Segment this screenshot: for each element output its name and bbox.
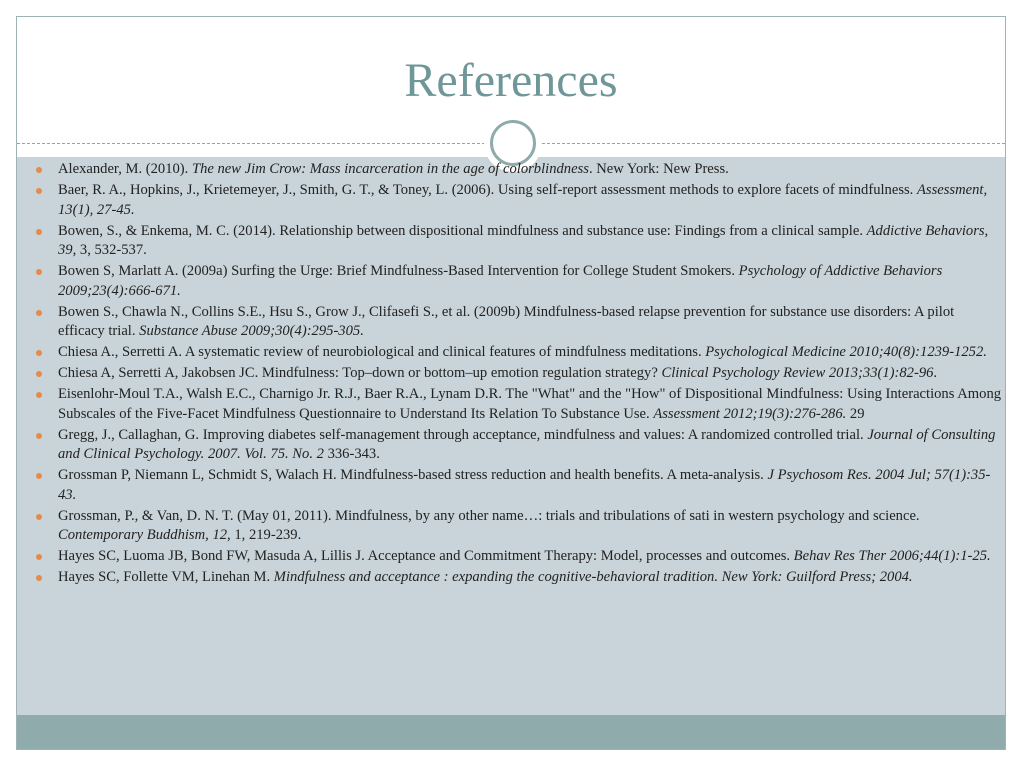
reference-item	[24, 364, 1002, 384]
bullet-icon	[36, 371, 42, 377]
reference-source: The new Jim Crow: Mass incarceration in the age of colorblindness	[191, 161, 589, 177]
bullet-icon	[36, 473, 42, 479]
reference-text: Alexander, M. (2010).	[58, 161, 192, 177]
reference-source: Addictive Behaviors, 39,	[58, 222, 989, 258]
reference-source: Mindfulness and acceptance : expanding the cognitive-behavioral tradition. New York: Guilford Press; 2004.	[273, 569, 913, 585]
reference-text: Hayes SC, Follette VM, Linehan M.	[58, 569, 274, 585]
bullet-icon	[36, 269, 42, 275]
reference-item	[24, 568, 1002, 588]
reference-item	[24, 181, 1002, 220]
reference-source: J Psychosom Res. 2004 Jul; 57(1):35-43.	[58, 467, 991, 503]
reference-source: Substance Abuse 2009;30(4):295-305.	[139, 323, 364, 339]
reference-item	[24, 507, 1002, 546]
bullet-icon	[36, 310, 42, 316]
reference-source: Clinical Psychology Review 2013;33(1):82-96	[661, 365, 934, 381]
reference-text: 29	[846, 405, 865, 422]
reference-text: Gregg, J., Callaghan, G. Improving diabetes self-management through acceptance, mindfulness and values: A randomized controlled trial.	[58, 426, 868, 443]
reference-text: Grossman, P., & Van, D. N. T. (May 01, 2011). Mindfulness, by any other name…: trials and tribulations of sati in western psychology and science.	[58, 507, 920, 524]
reference-source: Contemporary Buddhism, 12,	[58, 527, 231, 543]
reference-item	[24, 547, 1002, 567]
reference-source: Behav Res Ther 2006;44(1):1-25.	[793, 548, 991, 564]
reference-item	[24, 343, 1002, 363]
reference-text: . New York: New Press.	[588, 161, 729, 177]
reference-text: .	[933, 365, 938, 381]
reference-source: Psychological Medicine 2010;40(8):1239-1252.	[705, 344, 987, 360]
reference-text: Baer, R. A., Hopkins, J., Krietemeyer, J., Smith, G. T., & Toney, L. (2006). Using self-report assessment methods to explore facets of mindfulness.	[58, 182, 917, 198]
reference-item	[24, 303, 1002, 342]
reference-text: Bowen, S., & Enkema, M. C. (2014). Relationship between dispositional mindfulness and substance use: Findings from a clinical sample.	[58, 222, 867, 239]
reference-text: 336-343.	[323, 446, 380, 462]
bullet-icon	[36, 433, 42, 439]
reference-list	[24, 160, 1002, 589]
bullet-icon	[36, 350, 42, 356]
reference-item	[24, 160, 1002, 180]
reference-text: Chiesa A, Serretti A, Jakobsen JC. Mindfulness: Top–down or bottom–up emotion regulation strategy?	[58, 365, 662, 381]
reference-text: Grossman P, Niemann L, Schmidt S, Walach H. Mindfulness-based stress reduction and health benefits. A meta-analysis.	[58, 467, 768, 483]
reference-item	[24, 466, 1002, 505]
bullet-icon	[36, 392, 42, 398]
bullet-icon	[36, 188, 42, 194]
reference-source: Assessment, 13(1), 27-45.	[58, 182, 988, 218]
reference-text: 3, 532-537.	[76, 242, 147, 258]
reference-source: Psychology of Addictive Behaviors 2009;23(4):666-671.	[58, 263, 943, 299]
reference-text: 1, 219-239.	[230, 527, 302, 543]
reference-text: Chiesa A., Serretti A. A systematic review of neurobiological and clinical features of mindfulness meditations.	[58, 344, 706, 360]
reference-item	[24, 385, 1002, 424]
bullet-icon	[36, 575, 42, 581]
reference-source: Journal of Consulting and Clinical Psychology. 2007. Vol. 75. No. 2	[58, 426, 996, 462]
reference-text: Bowen S., Chawla N., Collins S.E., Hsu S., Grow J., Clifasefi S., et al. (2009b) Mindfulness-based relapse prevention for substance use disorders: A pilot efficacy trial.	[58, 303, 955, 339]
bullet-icon	[36, 167, 42, 173]
reference-source: Assessment 2012;19(3):276-286.	[653, 405, 847, 422]
reference-text: Hayes SC, Luoma JB, Bond FW, Masuda A, Lillis J. Acceptance and Commitment Therapy: Model, processes and outcomes.	[58, 548, 794, 564]
reference-text: Bowen S, Marlatt A. (2009a) Surfing the Urge: Brief Mindfulness-Based Intervention for College Student Smokers.	[58, 263, 739, 279]
bullet-icon	[36, 554, 42, 560]
reference-text: Eisenlohr-Moul T.A., Walsh E.C., Charnigo Jr. R.J., Baer R.A., Lynam D.R. The "What" and the "How" of Dispositional Mindfulness: Using Interactions Among Subscales of the Five-Facet Mindfulness Questionnaire to Understand Its Relation To Substance Use.	[58, 386, 1002, 422]
reference-item	[24, 262, 1002, 301]
bullet-icon	[36, 514, 42, 520]
reference-item	[24, 222, 1002, 261]
reference-item	[24, 426, 1002, 465]
bullet-icon	[36, 229, 42, 235]
slide-title: References	[404, 54, 618, 107]
footer-band	[17, 715, 1005, 749]
